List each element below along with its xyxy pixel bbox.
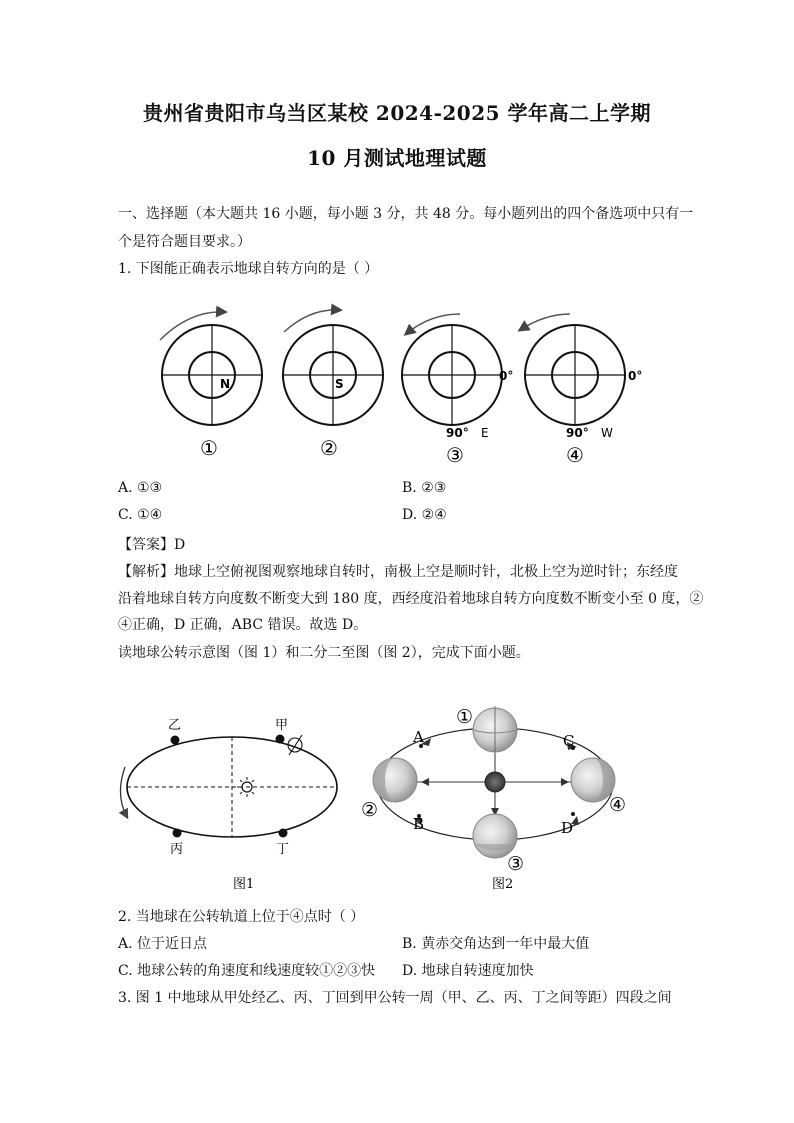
reading-instruction: 读地球公转示意图（图 1）和二分二至图（图 2），完成下面小题。 (118, 645, 530, 661)
q2-option-b[interactable]: B. 黄赤交角达到一年中最大值 (402, 936, 590, 952)
question-1-stem: 1. 下图能正确表示地球自转方向的是（ ） (118, 261, 379, 277)
figure-number-1: ① (200, 436, 218, 460)
figure-number-3: ③ (446, 443, 464, 467)
earth-icon (473, 706, 517, 754)
question-3-stem: 3. 图 1 中地球从甲处经乙、丙、丁回到甲公转一周（甲、乙、丙、丁之间等距）四段之间 (118, 990, 672, 1006)
orbit-point-bing (173, 829, 182, 838)
fig3-bottom-label: 90° (446, 426, 469, 440)
point-d-label: D (561, 819, 574, 837)
q1-analysis-cont: 沿着地球自转方向度数不断变大到 180 度，西经度沿着地球自转方向度数不断变小至 0 度，② (118, 591, 704, 607)
position-4-label: ④ (609, 794, 627, 816)
section-intro: 一、选择题（本大题共 16 小题，每小题 3 分，共 48 分。每小题列出的四个备选项中只有一 (118, 206, 694, 222)
orbit-point-jia (276, 735, 285, 744)
q1-answer: 【答案】D (118, 537, 186, 553)
question-2-stem: 2. 当地球在公转轨道上位于④点时（ ） (118, 909, 365, 925)
label-ding: 丁 (276, 842, 290, 857)
fig3-dir-label: E (481, 426, 489, 440)
center-label-n: N (220, 377, 231, 391)
q1-option-a[interactable]: A. ①③ (118, 480, 163, 496)
q2-option-d[interactable]: D. 地球自转速度加快 (402, 963, 534, 979)
center-label-s: S (335, 377, 344, 391)
fig3-right-label: 0° (499, 369, 514, 383)
orbit-direction-arrow-icon (120, 767, 127, 817)
orbit-point-yi (171, 736, 180, 745)
position-2-label: ② (361, 799, 379, 821)
figure-1-orbit (115, 705, 360, 895)
point-c-label: C (563, 732, 575, 750)
figure-1-caption: 图1 (233, 877, 255, 892)
q1-option-d[interactable]: D. ②④ (402, 507, 447, 523)
q1-option-b[interactable]: B. ②③ (402, 480, 447, 496)
orbit-point-ding (279, 829, 288, 838)
figure-2-caption: 图2 (492, 877, 514, 892)
sun-icon (485, 772, 505, 792)
label-bing: 丙 (170, 842, 184, 857)
earth-icon (473, 814, 517, 858)
label-jia: 甲 (275, 718, 289, 733)
figure-2-seasons (355, 698, 635, 896)
fig4-bottom-label: 90° (566, 426, 589, 440)
page-title: 贵州省贵阳市乌当区某校 2024-2025 学年高二上学期 (142, 101, 652, 125)
q2-option-c[interactable]: C. 地球公转的角速度和线速度较①②③快 (118, 963, 376, 979)
label-yi: 乙 (168, 718, 182, 733)
q1-figure-2 (283, 310, 383, 425)
page-subtitle: 10 月测试地理试题 (307, 146, 487, 170)
q1-figures (150, 300, 670, 470)
fig4-right-label: 0° (628, 369, 643, 383)
point-b-label: B (413, 815, 425, 833)
position-1-label: ① (456, 706, 474, 728)
figure-number-4: ④ (566, 443, 584, 467)
q1-analysis: 【解析】地球上空俯视图观察地球自转时，南极上空是顺时针，北极上空为逆时针；东经度 (118, 564, 678, 580)
q1-figure-3 (402, 314, 502, 425)
earth-icon (373, 758, 417, 802)
q1-figure-4 (520, 314, 625, 425)
q2-option-a[interactable]: A. 位于近日点 (118, 936, 208, 952)
point-a-label: A (413, 728, 424, 746)
section-intro-cont: 个是符合题目要求。） (118, 234, 251, 250)
q1-figure-1 (160, 312, 262, 425)
position-3-label: ③ (507, 853, 525, 875)
figure-number-2: ② (320, 436, 338, 460)
fig4-dir-label: W (601, 426, 613, 440)
q1-analysis-end: ④正确，D 正确，ABC 错误。故选 D。 (118, 617, 368, 633)
q1-option-c[interactable]: C. ①④ (118, 507, 163, 523)
